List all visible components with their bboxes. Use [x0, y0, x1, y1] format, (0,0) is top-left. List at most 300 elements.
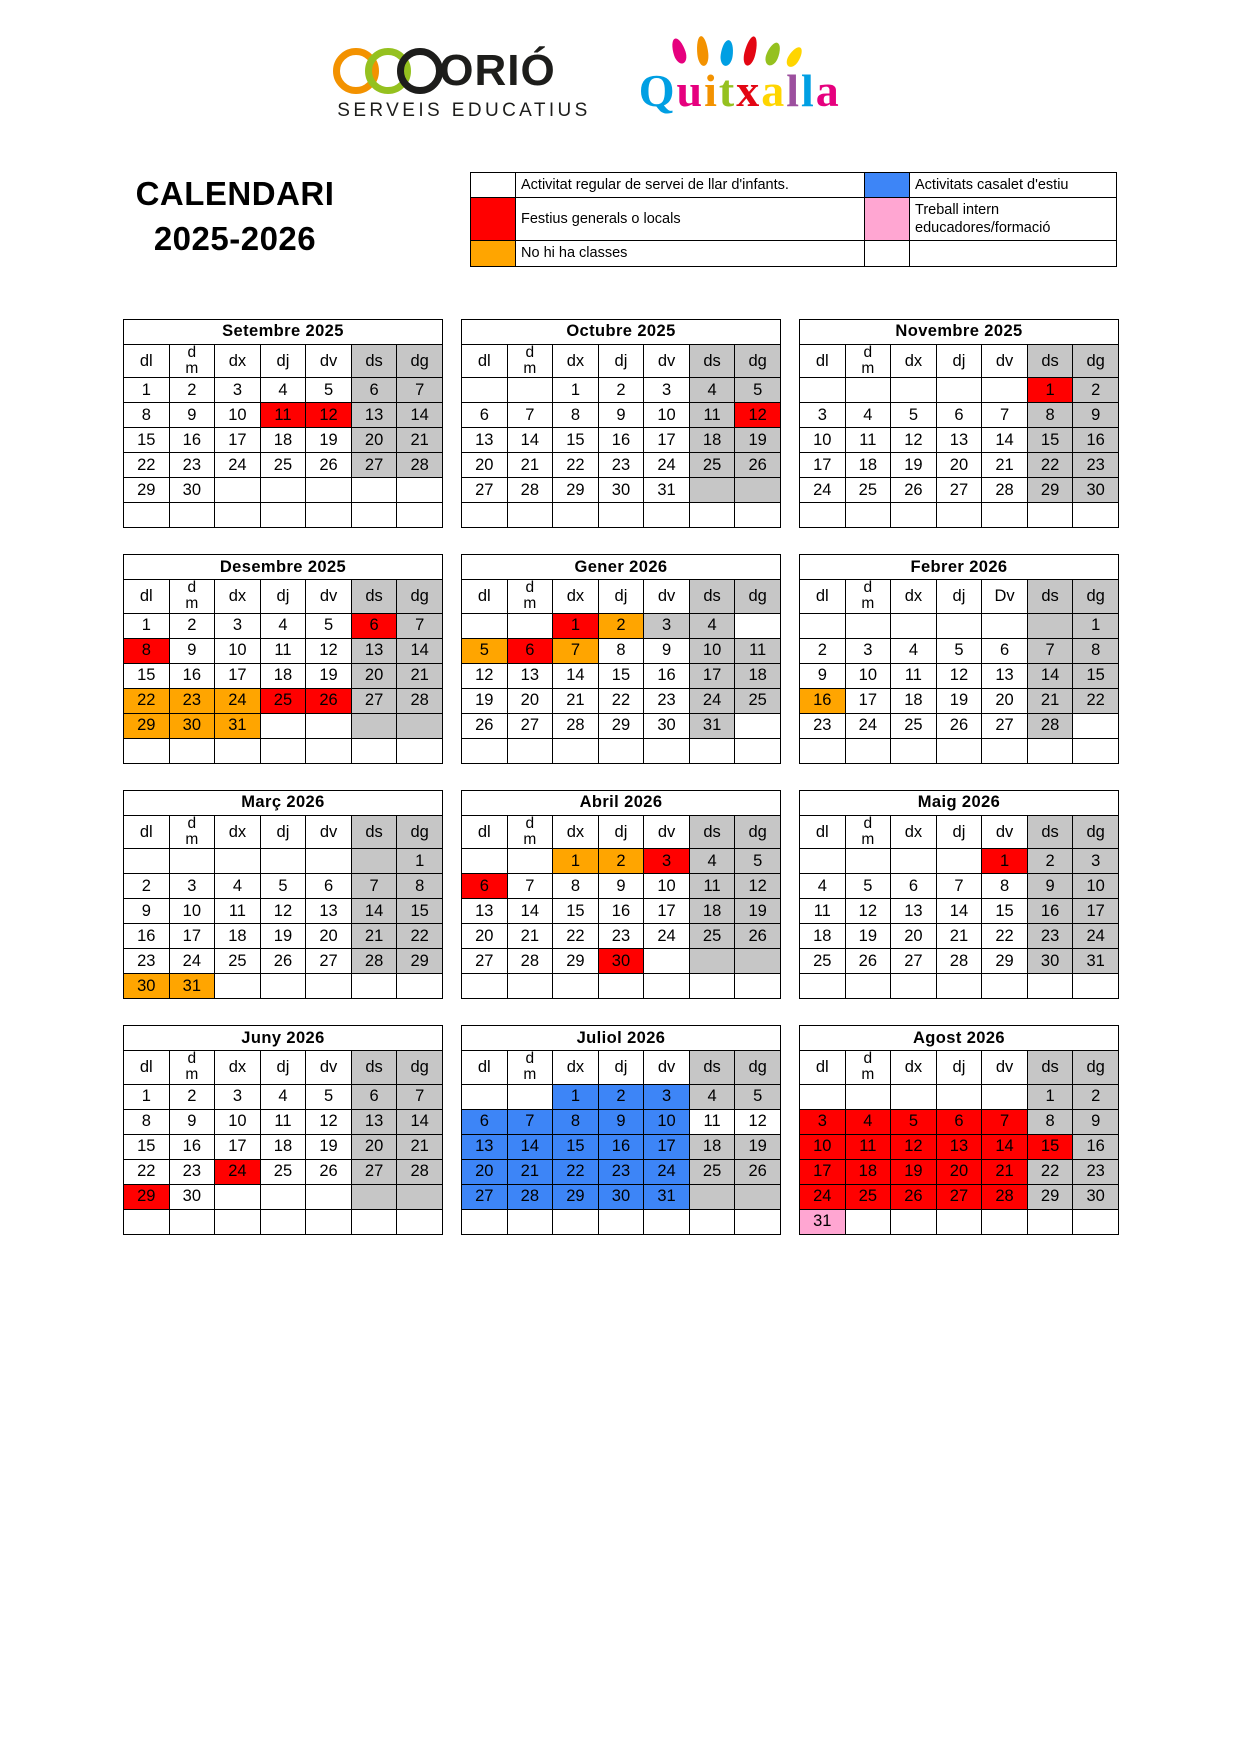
day-cell: 27 — [462, 1184, 508, 1209]
month-table — [461, 554, 781, 764]
day-header: dj — [936, 344, 982, 378]
empty-cell — [306, 974, 352, 999]
day-cell: 19 — [306, 1134, 352, 1159]
day-header: dv — [306, 815, 352, 849]
day-cell: 5 — [936, 638, 982, 663]
day-header: dg — [397, 815, 443, 849]
day-cell: 23 — [1027, 924, 1073, 949]
day-cell: 10 — [1073, 874, 1119, 899]
day-cell: 8 — [553, 874, 599, 899]
day-cell: 20 — [462, 1159, 508, 1184]
day-cell: 27 — [936, 1184, 982, 1209]
page-header — [0, 0, 1242, 150]
empty-cell — [507, 378, 553, 403]
day-cell: 3 — [644, 378, 690, 403]
day-cell: 6 — [462, 874, 508, 899]
day-cell: 1 — [553, 1084, 599, 1109]
day-cell: 7 — [1027, 638, 1073, 663]
month-title: Febrer 2026 — [800, 555, 1119, 580]
day-cell: 4 — [800, 874, 846, 899]
empty-cell — [845, 974, 891, 999]
empty-cell — [306, 738, 352, 763]
empty-cell — [845, 378, 891, 403]
empty-cell — [397, 1209, 443, 1234]
day-cell: 18 — [845, 1159, 891, 1184]
day-cell: 2 — [169, 1084, 215, 1109]
day-cell: 11 — [800, 899, 846, 924]
week-row — [800, 403, 1119, 428]
day-cell: 2 — [169, 613, 215, 638]
empty-cell — [260, 503, 306, 528]
day-cell: 4 — [260, 1084, 306, 1109]
month-table — [799, 1025, 1119, 1235]
day-cell: 3 — [644, 613, 690, 638]
day-cell: 31 — [215, 713, 261, 738]
empty-cell — [553, 1209, 599, 1234]
day-header: dj — [936, 580, 982, 614]
week-row — [462, 478, 781, 503]
day-header: dg — [735, 580, 781, 614]
week-row — [124, 874, 443, 899]
day-cell: 10 — [215, 403, 261, 428]
day-cell: 30 — [169, 1184, 215, 1209]
day-header: dj — [936, 815, 982, 849]
day-cell: 3 — [800, 1109, 846, 1134]
empty-cell — [397, 738, 443, 763]
day-cell: 1 — [553, 613, 599, 638]
week-row — [124, 663, 443, 688]
day-cell: 5 — [735, 849, 781, 874]
legend-row — [471, 198, 1117, 241]
day-cell: 15 — [1027, 428, 1073, 453]
day-cell: 12 — [306, 1109, 352, 1134]
day-header: dl — [124, 344, 170, 378]
day-cell: 30 — [1073, 478, 1119, 503]
month-block — [799, 790, 1119, 1000]
week-row — [124, 849, 443, 874]
week-row — [124, 1084, 443, 1109]
month-title: Març 2026 — [124, 790, 443, 815]
day-header: ds — [689, 580, 735, 614]
day-header: ds — [1027, 344, 1073, 378]
day-cell: 25 — [689, 924, 735, 949]
day-cell: 19 — [845, 924, 891, 949]
day-cell: 24 — [215, 453, 261, 478]
day-cell: 17 — [845, 688, 891, 713]
day-cell: 10 — [800, 1134, 846, 1159]
day-header: dg — [397, 1051, 443, 1085]
week-row — [462, 613, 781, 638]
day-cell: 18 — [845, 453, 891, 478]
day-cell: 7 — [936, 874, 982, 899]
day-cell: 18 — [735, 663, 781, 688]
day-cell: 29 — [397, 949, 443, 974]
day-header: dx — [553, 580, 599, 614]
day-cell: 17 — [689, 663, 735, 688]
empty-cell — [845, 503, 891, 528]
empty-cell — [735, 1184, 781, 1209]
week-row — [124, 1109, 443, 1134]
day-cell: 31 — [689, 713, 735, 738]
day-cell: 14 — [553, 663, 599, 688]
empty-cell — [169, 849, 215, 874]
day-cell: 23 — [169, 688, 215, 713]
day-cell: 15 — [553, 428, 599, 453]
empty-cell — [507, 503, 553, 528]
empty-cell — [462, 503, 508, 528]
day-cell: 13 — [351, 1109, 397, 1134]
day-cell: 14 — [507, 899, 553, 924]
day-cell: 30 — [1027, 949, 1073, 974]
week-row — [800, 974, 1119, 999]
day-cell: 23 — [598, 1159, 644, 1184]
month-table — [461, 319, 781, 529]
day-cell: 29 — [124, 1184, 170, 1209]
day-header: ds — [351, 815, 397, 849]
week-row — [800, 1159, 1119, 1184]
day-cell: 27 — [462, 949, 508, 974]
day-cell: 25 — [845, 478, 891, 503]
day-cell: 24 — [800, 478, 846, 503]
day-cell: 31 — [169, 974, 215, 999]
day-cell: 30 — [169, 478, 215, 503]
empty-cell — [462, 1084, 508, 1109]
empty-cell — [507, 738, 553, 763]
empty-cell — [689, 949, 735, 974]
day-cell: 31 — [644, 1184, 690, 1209]
day-cell: 28 — [507, 478, 553, 503]
day-cell: 22 — [124, 1159, 170, 1184]
day-cell: 27 — [306, 949, 352, 974]
day-cell: 30 — [1073, 1184, 1119, 1209]
day-cell: 12 — [891, 1134, 937, 1159]
empty-cell — [1073, 1209, 1119, 1234]
week-row — [124, 378, 443, 403]
day-cell: 14 — [1027, 663, 1073, 688]
day-cell: 3 — [1073, 849, 1119, 874]
day-cell: 16 — [169, 663, 215, 688]
day-cell: 8 — [397, 874, 443, 899]
day-header: dx — [891, 815, 937, 849]
day-cell: 11 — [689, 403, 735, 428]
day-cell: 16 — [800, 688, 846, 713]
empty-cell — [644, 738, 690, 763]
day-cell: 4 — [689, 378, 735, 403]
week-row — [800, 688, 1119, 713]
empty-cell — [982, 378, 1028, 403]
day-cell: 10 — [169, 899, 215, 924]
week-row — [124, 688, 443, 713]
dark-ring-icon — [397, 48, 443, 94]
empty-cell — [124, 849, 170, 874]
orio-tagline: SERVEIS EDUCATIUS — [337, 100, 591, 121]
empty-cell — [553, 738, 599, 763]
week-row — [124, 1134, 443, 1159]
day-cell: 21 — [397, 1134, 443, 1159]
week-row — [462, 663, 781, 688]
day-cell: 26 — [735, 453, 781, 478]
day-header: dx — [215, 815, 261, 849]
day-cell: 18 — [891, 688, 937, 713]
month-table — [799, 319, 1119, 529]
day-header: d m — [169, 1051, 215, 1085]
empty-cell — [260, 713, 306, 738]
week-row — [800, 738, 1119, 763]
day-cell: 29 — [1027, 1184, 1073, 1209]
empty-cell — [215, 974, 261, 999]
day-cell: 14 — [397, 403, 443, 428]
day-cell: 26 — [735, 1159, 781, 1184]
day-cell: 29 — [598, 713, 644, 738]
day-cell: 7 — [507, 1109, 553, 1134]
empty-cell — [644, 1209, 690, 1234]
day-cell: 10 — [644, 874, 690, 899]
day-cell: 24 — [845, 713, 891, 738]
page-title — [0, 158, 470, 261]
day-cell: 21 — [982, 1159, 1028, 1184]
day-header: dl — [800, 344, 846, 378]
empty-cell — [351, 713, 397, 738]
day-cell: 10 — [644, 403, 690, 428]
empty-cell — [891, 1084, 937, 1109]
day-cell: 25 — [735, 688, 781, 713]
empty-cell — [351, 503, 397, 528]
splash-icon — [719, 39, 735, 66]
day-cell: 30 — [644, 713, 690, 738]
day-cell: 1 — [124, 1084, 170, 1109]
day-cell: 5 — [306, 378, 352, 403]
week-row — [462, 638, 781, 663]
day-cell: 16 — [1073, 428, 1119, 453]
day-cell: 22 — [553, 924, 599, 949]
legend-label-casalet: Activitats casalet d'estiu — [910, 173, 1117, 198]
day-header: ds — [1027, 815, 1073, 849]
day-cell: 2 — [598, 378, 644, 403]
day-cell: 23 — [1073, 453, 1119, 478]
day-cell: 14 — [397, 1109, 443, 1134]
day-header: dx — [891, 580, 937, 614]
day-cell: 8 — [553, 1109, 599, 1134]
day-cell: 23 — [800, 713, 846, 738]
day-cell: 18 — [260, 663, 306, 688]
day-cell: 17 — [644, 428, 690, 453]
empty-cell — [306, 713, 352, 738]
empty-cell — [553, 974, 599, 999]
week-row — [800, 378, 1119, 403]
quitxalla-logo — [639, 36, 909, 132]
day-cell: 8 — [1027, 1109, 1073, 1134]
month-title: Desembre 2025 — [124, 555, 443, 580]
week-row — [124, 503, 443, 528]
week-row — [800, 1109, 1119, 1134]
day-cell: 8 — [1027, 403, 1073, 428]
day-header: d m — [507, 1051, 553, 1085]
day-cell: 2 — [800, 638, 846, 663]
orio-logo — [333, 46, 590, 122]
day-cell: 29 — [553, 949, 599, 974]
week-row — [800, 663, 1119, 688]
day-header: dx — [891, 344, 937, 378]
legend-label-regular: Activitat regular de servei de llar d'infants. — [516, 173, 865, 198]
day-cell: 27 — [507, 713, 553, 738]
day-cell: 6 — [306, 874, 352, 899]
day-cell: 21 — [397, 428, 443, 453]
day-cell: 1 — [124, 378, 170, 403]
splash-icon — [669, 37, 688, 65]
day-cell: 29 — [1027, 478, 1073, 503]
empty-cell — [507, 1209, 553, 1234]
day-cell: 23 — [169, 453, 215, 478]
day-cell: 4 — [215, 874, 261, 899]
day-cell: 30 — [598, 478, 644, 503]
day-cell: 16 — [598, 428, 644, 453]
title-and-legend — [0, 150, 1242, 267]
day-cell: 20 — [462, 924, 508, 949]
empty-cell — [397, 478, 443, 503]
day-cell: 28 — [553, 713, 599, 738]
day-header: dx — [553, 815, 599, 849]
day-cell: 5 — [735, 1084, 781, 1109]
day-header: dl — [462, 344, 508, 378]
day-cell: 6 — [351, 378, 397, 403]
day-cell: 20 — [351, 1134, 397, 1159]
day-cell: 16 — [1073, 1134, 1119, 1159]
empty-cell — [507, 849, 553, 874]
empty-cell — [351, 849, 397, 874]
day-cell: 26 — [306, 688, 352, 713]
week-row — [800, 874, 1119, 899]
week-row — [124, 428, 443, 453]
legend-label-treball-intern: Treball intern educadores/formació — [910, 198, 1117, 241]
day-header: dx — [215, 1051, 261, 1085]
month-title: Gener 2026 — [462, 555, 781, 580]
day-header: ds — [689, 815, 735, 849]
empty-cell — [800, 378, 846, 403]
empty-cell — [215, 849, 261, 874]
empty-cell — [735, 738, 781, 763]
day-cell: 12 — [462, 663, 508, 688]
day-cell: 14 — [982, 1134, 1028, 1159]
day-cell: 9 — [1073, 1109, 1119, 1134]
day-cell: 8 — [982, 874, 1028, 899]
day-cell: 21 — [553, 688, 599, 713]
day-cell: 27 — [351, 688, 397, 713]
week-row — [462, 1209, 781, 1234]
week-row — [800, 478, 1119, 503]
day-cell: 7 — [982, 403, 1028, 428]
day-cell: 28 — [507, 949, 553, 974]
empty-cell — [936, 503, 982, 528]
empty-cell — [689, 1184, 735, 1209]
day-cell: 3 — [215, 613, 261, 638]
day-header: dv — [306, 1051, 352, 1085]
day-cell: 8 — [598, 638, 644, 663]
day-cell: 9 — [1027, 874, 1073, 899]
day-cell: 19 — [306, 663, 352, 688]
day-cell: 24 — [800, 1184, 846, 1209]
day-cell: 24 — [215, 1159, 261, 1184]
empty-cell — [1027, 974, 1073, 999]
empty-cell — [351, 478, 397, 503]
day-cell: 17 — [800, 1159, 846, 1184]
empty-cell — [306, 503, 352, 528]
day-header: dl — [124, 1051, 170, 1085]
empty-cell — [735, 713, 781, 738]
empty-cell — [982, 613, 1028, 638]
empty-cell — [689, 974, 735, 999]
day-header: dv — [644, 815, 690, 849]
empty-cell — [891, 503, 937, 528]
empty-cell — [598, 1209, 644, 1234]
day-cell: 16 — [124, 924, 170, 949]
week-row — [124, 453, 443, 478]
day-cell: 12 — [260, 899, 306, 924]
day-header: dl — [800, 580, 846, 614]
day-cell: 10 — [800, 428, 846, 453]
day-cell: 11 — [735, 638, 781, 663]
empty-cell — [1027, 738, 1073, 763]
week-row — [800, 849, 1119, 874]
week-row — [124, 1184, 443, 1209]
empty-cell — [462, 738, 508, 763]
empty-cell — [351, 974, 397, 999]
empty-cell — [397, 974, 443, 999]
empty-cell — [169, 1209, 215, 1234]
day-cell: 24 — [215, 688, 261, 713]
day-cell: 14 — [982, 428, 1028, 453]
day-cell: 9 — [800, 663, 846, 688]
day-cell: 17 — [644, 1134, 690, 1159]
month-block — [799, 319, 1119, 529]
day-cell: 6 — [351, 613, 397, 638]
week-row — [800, 1184, 1119, 1209]
day-header: d m — [507, 580, 553, 614]
day-cell: 12 — [306, 638, 352, 663]
day-cell: 2 — [598, 613, 644, 638]
day-cell: 6 — [507, 638, 553, 663]
day-cell: 6 — [351, 1084, 397, 1109]
month-table — [123, 1025, 443, 1235]
week-row — [124, 403, 443, 428]
empty-cell — [845, 1209, 891, 1234]
day-cell: 5 — [735, 378, 781, 403]
empty-cell — [1073, 738, 1119, 763]
day-header: dv — [644, 1051, 690, 1085]
legend-swatch-empty — [865, 241, 910, 266]
empty-cell — [982, 1209, 1028, 1234]
day-cell: 4 — [891, 638, 937, 663]
week-row — [800, 713, 1119, 738]
day-header: dg — [1073, 344, 1119, 378]
month-table — [123, 319, 443, 529]
empty-cell — [1027, 503, 1073, 528]
day-cell: 15 — [124, 428, 170, 453]
day-header: dg — [1073, 1051, 1119, 1085]
week-row — [800, 503, 1119, 528]
week-row — [124, 899, 443, 924]
empty-cell — [689, 738, 735, 763]
empty-cell — [891, 974, 937, 999]
empty-cell — [598, 738, 644, 763]
logo-row — [0, 0, 1242, 132]
empty-cell — [845, 613, 891, 638]
day-header: dj — [598, 1051, 644, 1085]
legend-swatch-casalet — [865, 173, 910, 198]
day-cell: 21 — [507, 1159, 553, 1184]
day-cell: 5 — [891, 403, 937, 428]
day-cell: 5 — [462, 638, 508, 663]
day-cell: 12 — [735, 1109, 781, 1134]
